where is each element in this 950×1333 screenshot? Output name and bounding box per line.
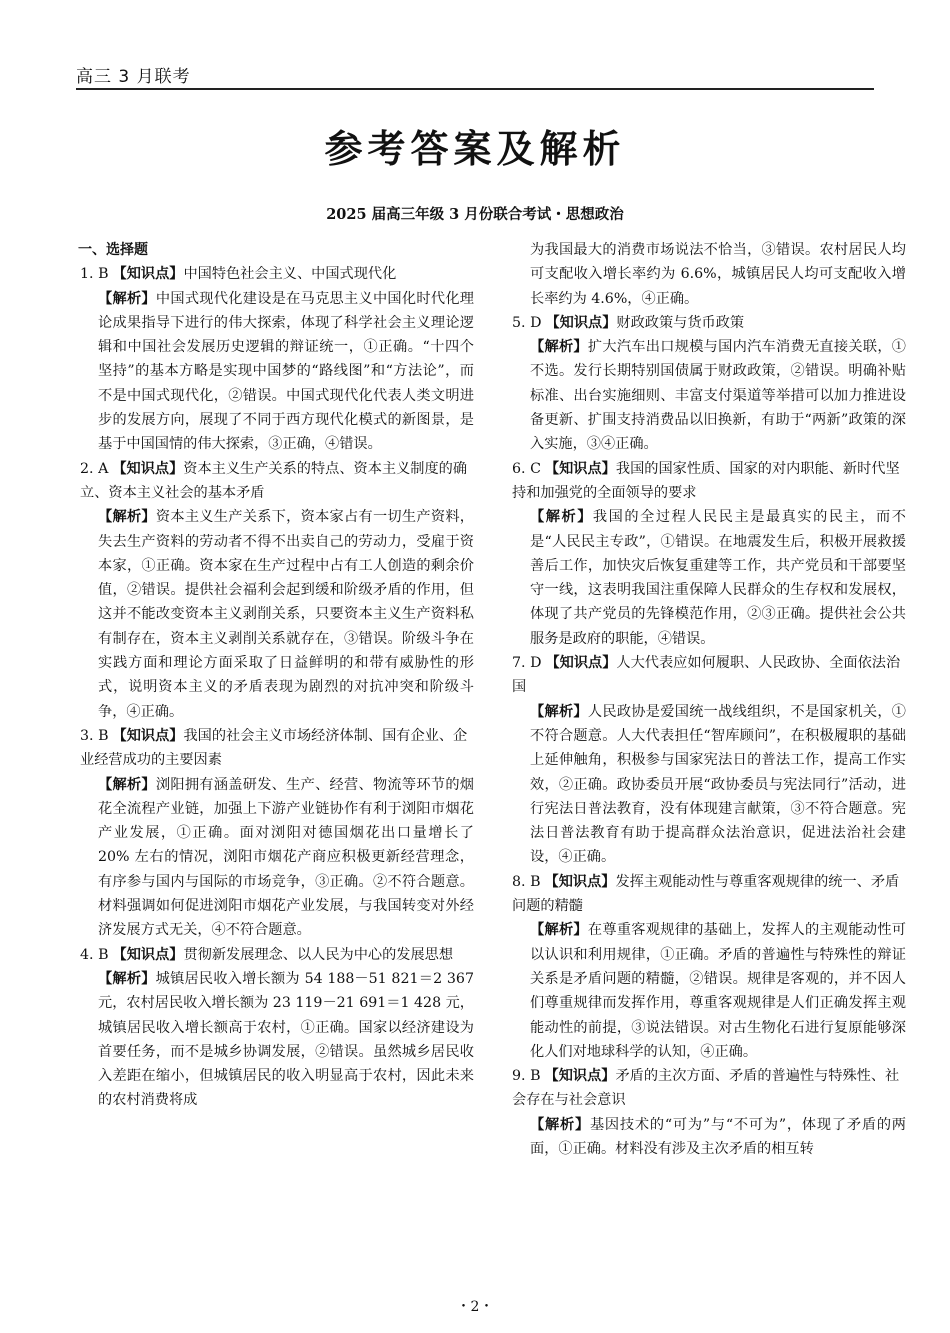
question-number: 7. xyxy=(512,655,526,672)
question-2 xyxy=(76,457,474,724)
knowledge-text: 人大代表应如何履职、人民政协、全面依法治国 xyxy=(512,655,901,696)
knowledge-tag: 【知识点】 xyxy=(544,1068,616,1085)
question-5 xyxy=(508,311,906,457)
analysis-tag: 【解析】 xyxy=(530,922,588,939)
answer-letter: A xyxy=(98,460,109,477)
question-8 xyxy=(508,870,906,1064)
analysis-tag: 【解析】 xyxy=(530,1116,590,1133)
question-6 xyxy=(508,457,906,651)
analysis-text: 我国的全过程人民民主是最真实的民主，而不是“人民民主专政”，①错误。在地震发生后，积极开展救援善后工作，加快灾后恢复重建等工作，共产党员和干部要坚守一线，这表明我国注重保障人民群众的生存权和发展权，体现了共产党员的先锋模范作用，②③正确。提供社会公共服务是政府的职能，④错误。 xyxy=(530,509,906,647)
question-number: 9. xyxy=(512,1068,526,1085)
answer-letter: B xyxy=(98,946,109,963)
question-number: 4. xyxy=(80,946,94,963)
knowledge-text: 发挥主观能动性与尊重客观规律的统一、矛盾问题的精髓 xyxy=(512,873,900,915)
knowledge-tag: 【知识点】 xyxy=(112,727,184,744)
analysis-text: 基因技术的“可为”与“不可为”，体现了矛盾的两面，①正确。材料没有涉及主次矛盾的相互转 xyxy=(530,1116,906,1157)
analysis-tag: 【解析】 xyxy=(98,509,156,526)
knowledge-tag: 【知识点】 xyxy=(112,946,184,963)
question-number: 8. xyxy=(512,873,526,890)
question-1 xyxy=(76,262,474,456)
exam-header xyxy=(76,58,874,90)
answer-letter: D xyxy=(530,655,542,672)
knowledge-tag: 【知识点】 xyxy=(112,460,184,477)
knowledge-text: 矛盾的主次方面、矛盾的普遍性与特殊性、社会存在与社会意识 xyxy=(512,1068,900,1109)
analysis-tag: 【解析】 xyxy=(98,970,156,987)
knowledge-text: 贯彻新发展理念、以人民为中心的发展思想 xyxy=(183,946,454,963)
right-column xyxy=(508,238,906,1161)
knowledge-tag: 【知识点】 xyxy=(545,655,617,672)
knowledge-tag: 【知识点】 xyxy=(112,266,184,283)
knowledge-text: 我国的国家性质、国家的对内职能、新时代坚持和加强党的全面领导的要求 xyxy=(512,460,900,501)
analysis-tag: 【解析】 xyxy=(530,339,588,356)
answer-letter: B xyxy=(98,727,109,744)
knowledge-text: 中国特色社会主义、中国式现代化 xyxy=(183,266,397,283)
analysis-text: 扩大汽车出口规模与国内汽车消费无直接关联，①不选。发行长期特别国债属于财政政策，②错误。明确补贴标准、出台实施细则、丰富支付渠道等举措可以加力推进设备更新、扩围支持消费品以旧换新，有助于“两新”政策的深入实施，③④正确。 xyxy=(530,339,906,453)
question-number: 1. xyxy=(80,266,94,283)
question-number: 3. xyxy=(80,727,94,744)
question-3 xyxy=(76,724,474,943)
analysis-text: 浏阳拥有涵盖研发、生产、经营、物流等环节的烟花全流程产业链，加强上下游产业链协作有利于浏阳市烟花产业发展，①正确。面对浏阳对德国烟花出口量增长了 20% 左右的情况，浏阳市烟花产商应积极更新经营理念，有序参与国内与国际的市场竞争，③正确。②不符合题意。材料强调如何促进浏阳市烟花产业发展，与我国转变对外经济发展方式无关，④不符合题意。 xyxy=(98,776,474,939)
question-number: 2. xyxy=(80,460,94,477)
answer-letter: D xyxy=(530,314,542,331)
section-heading: 一、选择题 xyxy=(78,242,148,258)
question-4 xyxy=(76,943,474,1113)
analysis-text: 资本主义生产关系下，资本家占有一切生产资料，失去生产资料的劳动者不得不出卖自己的劳动力，受雇于资本家，①正确。资本家在生产过程中占有工人创造的剩余价值，②错误。提供社会福利会起到缓和阶级矛盾的作用，但这并不能改变资本主义剥削关系，只要资本主义生产资料私有制存在，资本主义剥削关系就存在，③错误。阶级斗争在实践方面和理论方面采取了日益鲜明的和带有威胁性的形式，说明资本主义的矛盾表现为剧烈的对抗冲突和阶级斗争，④正确。 xyxy=(98,509,474,720)
analysis-tag: 【解析】 xyxy=(98,290,156,307)
question-7 xyxy=(508,651,906,870)
analysis-text: 在尊重客观规律的基础上，发挥人的主观能动性可以认识和利用规律，①正确。矛盾的普遍性与特殊性的辩证关系是矛盾问题的精髓，②错误。规律是客观的，并不因人们尊重规律而发挥作用，尊重客观规律是人们正确发挥主观能动性的前提，③说法错误。对古生物化石进行复原能够深化人们对地球科学的认知，④正确。 xyxy=(530,922,906,1060)
knowledge-text: 财政政策与货币政策 xyxy=(616,314,745,331)
question-4-continued: 为我国最大的消费市场说法不恰当，③错误。农村居民人均可支配收入增长率约为 6.6%，城镇居民人均可支配收入增长率约为 4.6%，④正确。 xyxy=(530,242,906,307)
analysis-text: 城镇居民收入增长额为 54 188－51 821＝2 367 元，农村居民收入增长额为 23 119－21 691＝1 428 元，城镇居民收入增长额高于农村，①正确。国家以经济建设为首要任务，而不是城乡协调发展，②错误。虽然城乡居民收入差距在缩小，但城镇居民的收入明显高于农村，因此未来的农村消费将成 xyxy=(98,970,474,1109)
analysis-tag: 【解析】 xyxy=(98,776,156,793)
analysis-tag: 【解析】 xyxy=(530,509,593,526)
answer-letter: B xyxy=(530,873,541,890)
analysis-text: 中国式现代化建设是在马克思主义中国化时代化理论成果指导下进行的伟大探索，体现了科学社会主义理论逻辑和中国社会发展历史逻辑的辩证统一，①正确。“十四个坚持”的基本方略是实现中国梦的“路线图”和“方法论”，而不是中国式现代化，②错误。中国式现代化代表人类文明进步的发展方向，展现了不同于西方现代化模式的新图景，是基于中国国情的伟大探索，③正确，④错误。 xyxy=(98,290,474,453)
knowledge-tag: 【知识点】 xyxy=(544,460,616,477)
question-9 xyxy=(508,1064,906,1161)
knowledge-tag: 【知识点】 xyxy=(545,314,617,331)
left-column xyxy=(76,238,474,1113)
answer-letter: B xyxy=(98,266,109,283)
question-number: 5. xyxy=(512,314,526,331)
analysis-text: 人民政协是爱国统一战线组织，不是国家机关，①不符合题意。人大代表担任“智库顾问”，在积极履职的基础上延伸触角，积极参与国家宪法日的普法工作，提高工作实效，②正确。政协委员开展“政协委员与宪法同行”活动，进行宪法日普法教育，没有体现建言献策，③不符合题意。宪法日普法教育有助于提高群众法治意识，促进法治社会建设，④正确。 xyxy=(530,703,906,866)
page-number: ・2・ xyxy=(456,1299,494,1315)
knowledge-tag: 【知识点】 xyxy=(544,873,616,890)
exam-subtitle: 2025 届高三年级 3 月份联合考试・思想政治 xyxy=(326,206,624,223)
question-number: 6. xyxy=(512,460,526,477)
knowledge-text: 资本主义生产关系的特点、资本主义制度的确立、资本主义社会的基本矛盾 xyxy=(80,460,468,501)
knowledge-text: 我国的社会主义市场经济体制、国有企业、企业经营成功的主要因素 xyxy=(80,727,468,769)
analysis-tag: 【解析】 xyxy=(530,703,588,720)
answer-letter: C xyxy=(530,460,541,477)
answer-letter: B xyxy=(530,1068,541,1085)
exam-label: 高三 3 月联考 xyxy=(76,67,191,87)
page-title: 参考答案及解析 xyxy=(324,127,626,171)
